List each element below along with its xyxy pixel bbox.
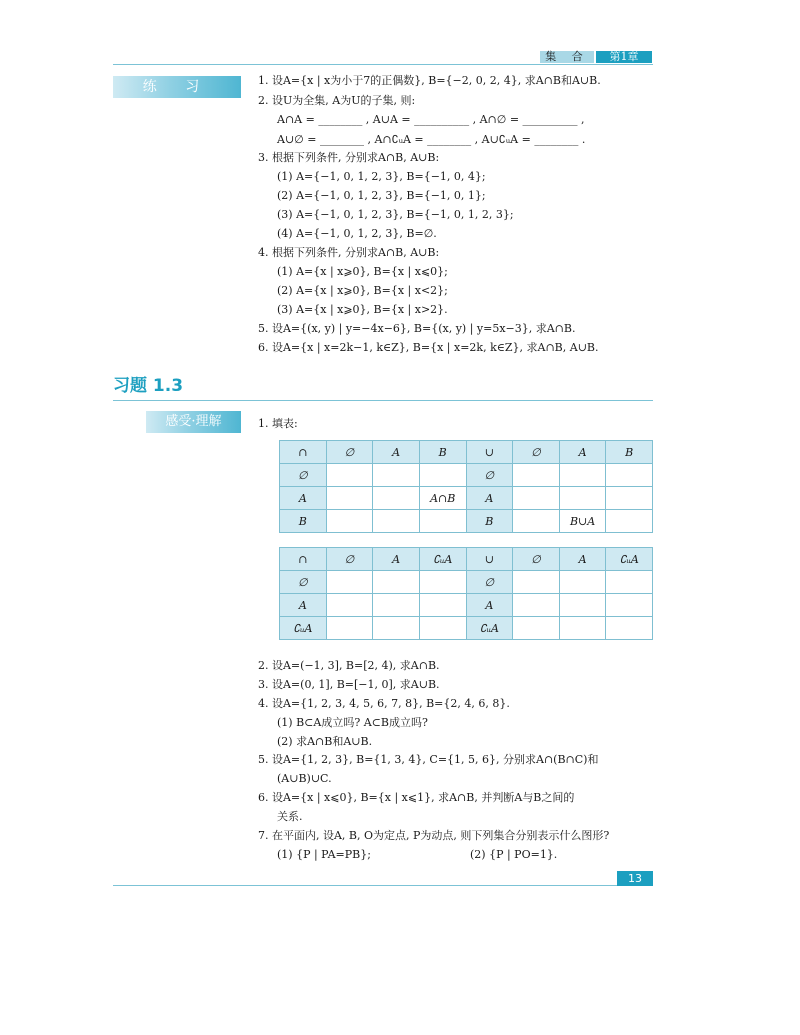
table-cell: ∅ [280,571,327,594]
table-cell [326,510,373,533]
table-row [280,441,653,464]
fill-table-1 [279,440,653,533]
table-cell [559,594,606,617]
table-row [280,548,653,571]
chapter-title: 集 合 [540,51,594,63]
practice-line: (4) A={−1, 0, 1, 2, 3}, B=∅. [277,227,437,240]
exercise-line: (1) {P | PA=PB}; [277,848,371,861]
exercise-line: 5. 设A={1, 2, 3}, B={1, 3, 4}, C={1, 5, 6}, 分别求A∩(B∩C)和 [258,753,599,766]
table-cell: A [373,441,420,464]
table-cell: A [280,594,327,617]
practice-line: 5. 设A={(x, y) | y=−4x−6}, B={(x, y) | y=5x−3}, 求A∩B. [258,322,576,335]
exercise-line: 2. 设A=(−1, 3], B=[2, 4), 求A∩B. [258,659,440,672]
table-cell: ∁ᵤA [606,548,653,571]
table-cell: B∪A [559,510,606,533]
exercise-line: (2) {P | PO=1}. [470,848,558,861]
table-cell [606,510,653,533]
table-cell: B [280,510,327,533]
table-cell [419,510,466,533]
table-cell [326,571,373,594]
table-cell: A [373,548,420,571]
table-cell: ∩ [280,548,327,571]
table-cell: ∅ [466,571,513,594]
table-cell [419,464,466,487]
chapter-number: 第1章 [596,51,652,63]
table-cell [326,464,373,487]
table-cell [513,487,560,510]
exercise-title: 习题 1.3 [113,376,184,396]
exercise-line: (1) B⊂A成立吗? A⊂B成立吗? [277,716,428,729]
table-cell [559,487,606,510]
table-cell [606,464,653,487]
practice-line: A∪∅ = ________ , A∩∁ᵤA = ________ , A∪∁ᵤA = ________ . [277,133,586,146]
header-rule [113,64,653,65]
table-cell [513,464,560,487]
practice-line: 3. 根据下列条件, 分别求A∩B, A∪B: [258,151,440,164]
footer-rule [113,885,653,886]
table-cell: ∪ [466,441,513,464]
table-cell: ∅ [466,464,513,487]
table-cell: ∅ [280,464,327,487]
table-cell [606,617,653,640]
practice-line: (1) A={−1, 0, 1, 2, 3}, B={−1, 0, 4}; [277,170,486,183]
table-cell [373,594,420,617]
practice-line: A∩A = ________ , A∪A = __________ , A∩∅ = __________ , [277,113,585,126]
table-row [280,510,653,533]
table-cell: ∁ᵤA [466,617,513,640]
table-cell [373,487,420,510]
table-row [280,571,653,594]
practice-line: (3) A={−1, 0, 1, 2, 3}, B={−1, 0, 1, 2, 3}; [277,208,514,221]
practice-tag: 练 习 [113,76,241,98]
practice-line: (1) A={x | x⩾0}, B={x | x⩽0}; [277,265,448,278]
table-cell [326,617,373,640]
exercise-line: (A∪B)∪C. [277,772,332,785]
practice-line: 2. 设U为全集, A为U的子集, 则: [258,94,416,107]
table-cell: ∪ [466,548,513,571]
table-row [280,487,653,510]
table-cell: A [559,441,606,464]
fill-table-2 [279,547,653,640]
table-cell: ∅ [326,441,373,464]
table-cell: ∩ [280,441,327,464]
table-cell [419,594,466,617]
table-cell: A [466,594,513,617]
practice-line: (2) A={−1, 0, 1, 2, 3}, B={−1, 0, 1}; [277,189,486,202]
exercise-line: 4. 设A={1, 2, 3, 4, 5, 6, 7, 8}, B={2, 4, 6, 8}. [258,697,510,710]
table-row [280,464,653,487]
table-cell [419,617,466,640]
exercise-line: 3. 设A=(0, 1], B=[−1, 0], 求A∪B. [258,678,440,691]
practice-line: 6. 设A={x | x=2k−1, k∈Z}, B={x | x=2k, k∈Z}, 求A∩B, A∪B. [258,341,599,354]
table-cell: ∅ [513,441,560,464]
chapter-header [540,51,652,63]
practice-line: 4. 根据下列条件, 分别求A∩B, A∪B: [258,246,440,259]
table-cell [606,594,653,617]
table-cell [326,594,373,617]
practice-line: (2) A={x | x⩾0}, B={x | x<2}; [277,284,448,297]
table-cell [513,617,560,640]
practice-line: 1. 设A={x | x为小于7的正偶数}, B={−2, 0, 2, 4}, 求A∩B和A∪B. [258,74,601,87]
table-cell [326,487,373,510]
exercise-line: 6. 设A={x | x⩽0}, B={x | x⩽1}, 求A∩B, 并判断A与B之间的 [258,791,575,804]
table-cell [373,571,420,594]
table-row [280,617,653,640]
table-cell: ∁ᵤA [419,548,466,571]
table-cell: A [280,487,327,510]
exercise-line: (2) 求A∩B和A∪B. [277,735,373,748]
table-cell [513,594,560,617]
table-cell [373,464,420,487]
table-row [280,594,653,617]
exercise-line: 7. 在平面内, 设A, B, O为定点, P为动点, 则下列集合分别表示什么图形? [258,829,610,842]
table-cell [606,571,653,594]
exercise-intro: 1. 填表: [258,417,298,430]
table-cell [513,571,560,594]
table-cell: B [606,441,653,464]
table-cell [606,487,653,510]
table-cell [559,617,606,640]
exercise-tag: 感受·理解 [146,411,241,433]
table-cell: B [466,510,513,533]
table-cell: B [419,441,466,464]
page-number: 13 [617,871,653,886]
table-cell: ∅ [326,548,373,571]
practice-line: (3) A={x | x⩾0}, B={x | x>2}. [277,303,448,316]
table-cell: ∁ᵤA [280,617,327,640]
table-cell [373,617,420,640]
exercise-line: 关系. [277,810,303,823]
table-cell: ∅ [513,548,560,571]
table-cell: A [466,487,513,510]
section-rule [113,400,653,401]
table-cell: A∩B [419,487,466,510]
table-cell [419,571,466,594]
table-cell [373,510,420,533]
table-cell [513,510,560,533]
table-cell [559,464,606,487]
table-cell: A [559,548,606,571]
table-cell [559,571,606,594]
